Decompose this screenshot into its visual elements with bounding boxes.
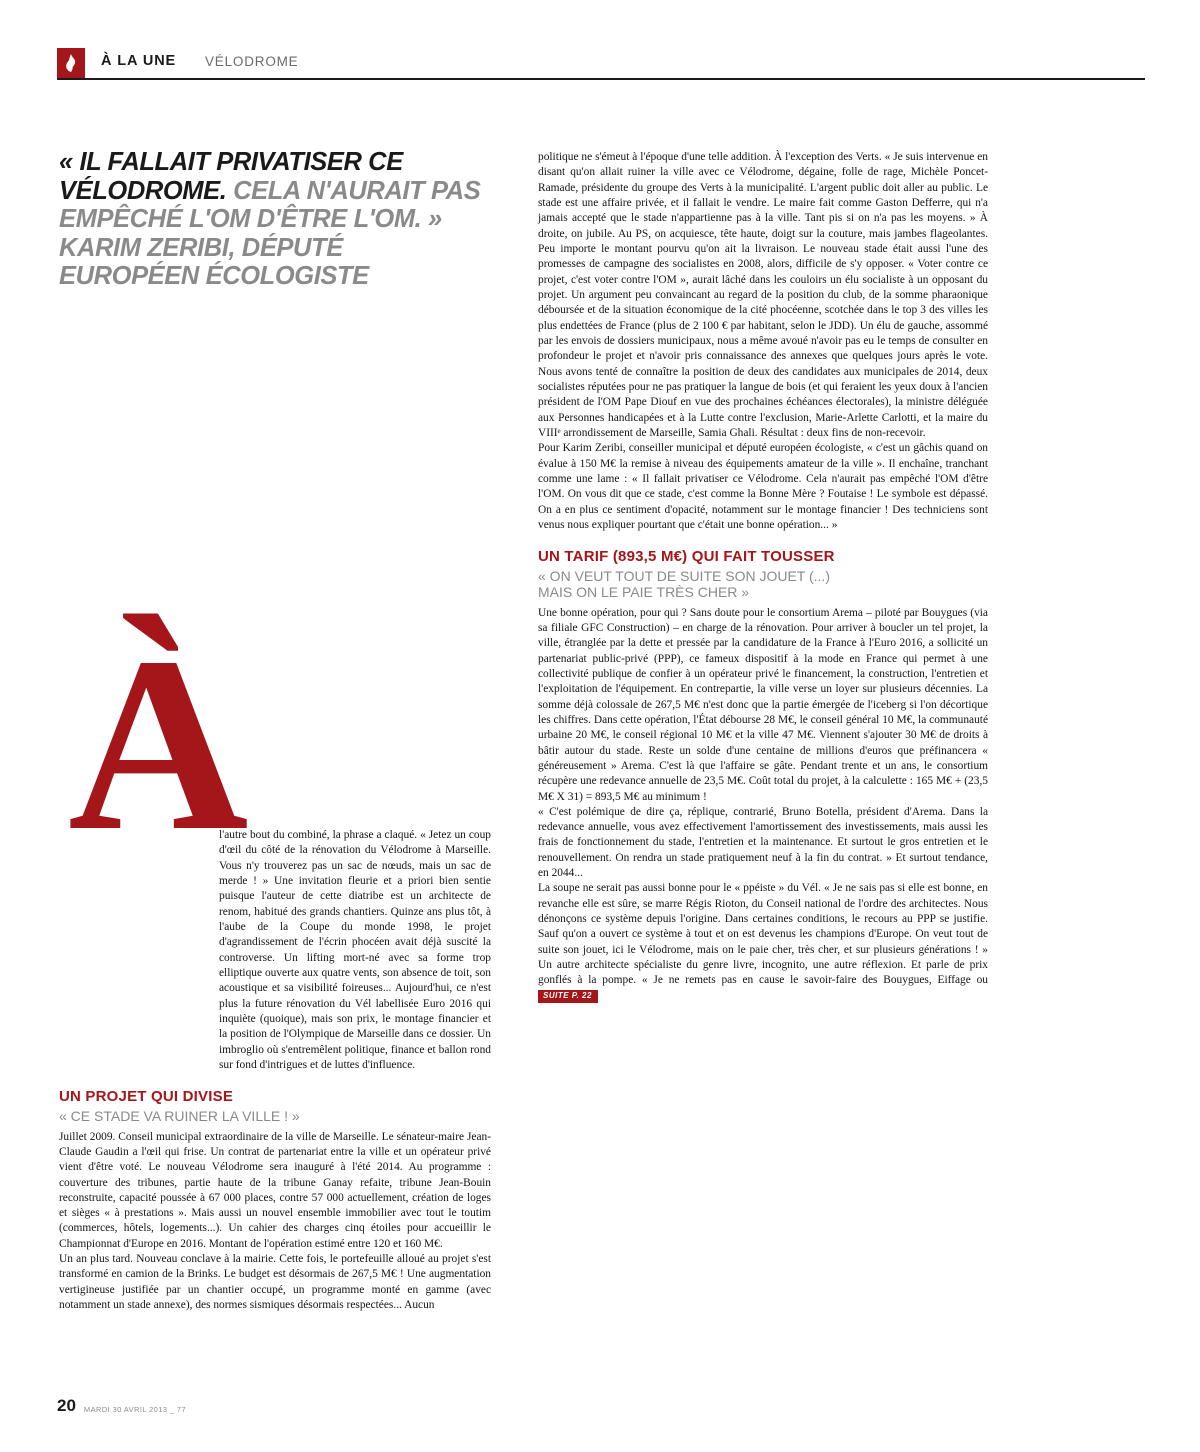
header-kicker: À LA UNE (101, 53, 177, 69)
paragraph-left-1: Juillet 2009. Conseil municipal extraordinaire de la ville de Marseille. Le sénateur-maire Jean-Claude Gaudin a l'œil qui frise. Un contrat de partenariat entre la ville et un opérateur privé vient d'être voté. Le nouveau Vélodrome sera inauguré à l'été 2014. Au programme : couverture des tribunes, partie haute de la tribune Ganay refaite, tribune Jean-Bouin reconstruite, capacité poussée à 67 000 places, contre 57 000 actuellement, création de loges et sièges « à prestations ». Mais aussi un nouvel ensemble immobilier avec tout le toutim (commerces, hôtels, logements...). Un cahier des charges cinq étoiles pour accueillir le Championnat d'Europe en 2016. Montant de l'opération estimé entre 120 et 160 M€. (59, 1130, 491, 1250)
page-header (57, 48, 1145, 80)
headline-line-2-dark: VÉLODROME. (59, 176, 227, 205)
subheading-quote-jouet-line2: MAIS ON LE PAIE TRÈS CHER » (538, 584, 750, 601)
subheading-quote-ce-stade: « CE STADE VA RUINER LA VILLE ! » (59, 1108, 300, 1125)
paragraph-left-2: Un an plus tard. Nouveau conclave à la mairie. Cette fois, le portefeuille alloué au projet s'est transformé en camion de la Brinks. Le budget est désormais de 267,5 M€ ! Une augmentation vertigineuse justifiée par un chantier occupé, un programme monté en gamme (avec notamment un stade annexe), des normes sismiques désormais respectées... Aucun (59, 1253, 491, 1312)
continuation-marker: SUITE P. 22 (538, 990, 598, 1003)
paragraph-mid-1: politique ne s'émeut à l'époque d'une telle addition. À l'exception des Verts. « Je suis intervenue en disant qu'on allait ruiner la ville avec ce Vélodrome, dégaine, folle de rage, Michèle Poncet-Ramade, présidente du groupe des Verts à la municipalité. L'argent public doit aller au public. Le stade est une affaire privée, et il fallait le vendre. Le maire fait comme Gaston Defferre, qui n'a jamais accepté que le stade n'appartienne pas à la ville. Tant pis si on n'a pas les moyens. » À droite, on jubile. Au PS, on acquiesce, tête haute, doigt sur la couture, mais jambes flageolantes. Peu importe le montant pourvu qu'on ait la livraison. Le nouveau stade était aussi l'une des promesses de campagne des socialistes en 2008, alors, difficile de s'y opposer. « Voter contre ce projet, c'est voter contre l'OM », aurait lâché dans les couloirs un élu socialiste à un opposant du projet. Un argument peu convaincant au regard de la position du club, de la somme pharaonique déboursée et de la situation économique de la cité phocéenne, scotchée dans le top 3 des villes les plus endettées de France (plus de 2 100 € par habitant, selon le JDD). Un élu de gauche, assommé par les envois de dossiers municipaux, nous a même avoué n'avoir pas eu le temps de consulter en profondeur le projet et n'avoir pris connaissance des annexes que quelques jours après le vote. Nous avons tenté de connaître la position de deux des candidates aux municipales de 2014, deux socialistes réputées pour ne pas pratiquer la langue de bois (et qui feraient les yeux doux à l'ancien président de l'OM Pape Diouf en vue des prochaines échéances électorales), la ministre déléguée aux Personnes handicapées et à la Lutte contre l'exclusion, Marie-Arlette Carlotti, et la maire du VIIIᵉ arrondissement de Marseille, Samia Ghali. Résultat : deux fins de non-recevoir. (538, 151, 988, 439)
page-title (59, 148, 489, 291)
paragraph-mid-3: Une bonne opération, pour qui ? Sans doute pour le consortium Arema – piloté par Bouygues (via sa filiale GFC Construction) – en charge de la rénovation. Pour arriver à boucler un tel projet, la ville, étranglée par la dette et pressée par la candidature de la France à l'Euro 2016, a sollicité un partenariat public-privé (PPP), ce fameux dispositif à la mode en France qui permet à une collectivité publique de confier à un opérateur privé le financement, la construction, l'entretien et l'exploitation de l'équipement. En contrepartie, la ville verse un loyer sur plusieurs décennies. La somme déjà colossale de 267,5 M€ n'est donc que la partie émergée de l'iceberg si l'on décortique les chiffres. Dans cette opération, l'État débourse 28 M€, le conseil général 10 M€, la communauté urbaine 20 M€, le conseil régional 10 M€ et la ville 47 M€. Viennent s'ajouter 30 M€ de droits à bâtir autour du stade. Reste un solde d'une centaine de millions d'euros que préfinancera « généreusement » Arema. C'est là que l'affaire se gâte. Pendant trente et un ans, le consortium récupère une redevance annuelle de 23,5 M€. Coût total du projet, à la calculette : 165 M€ + (23,5 M€ X 31) = 893,5 M€ au minimum ! (538, 606, 988, 803)
headline-line-2-grey: CELA N'AURAIT (226, 176, 425, 205)
headline-line-4: KARIM ZERIBI, DÉPUTÉ (59, 233, 343, 262)
footer-issue-meta: MARDI 30 AVRIL 2013 _ 77 (83, 1405, 187, 1414)
article-column-middle (538, 150, 988, 1004)
paragraph-mid-5 (538, 881, 988, 1004)
subheading-quote-jouet-line1: « ON VEUT TOUT DE SUITE SON JOUET (...) (538, 568, 830, 585)
headline-line-3: PAS EMPÊCHÉ L'OM D'ÊTRE L'OM. » (59, 176, 481, 234)
flame-icon (57, 48, 85, 78)
header-divider (57, 78, 1145, 80)
drop-cap: À (68, 606, 249, 883)
headline-line-1: « IL FALLAIT PRIVATISER CE (59, 148, 403, 176)
subheading-un-projet-qui-divise: UN PROJET QUI DIVISE (59, 1088, 234, 1106)
headline-line-5: EUROPÉEN ÉCOLOGISTE (59, 262, 369, 291)
subheading-un-tarif: UN TARIF (893,5 M€) QUI FAIT TOUSSER (538, 548, 835, 566)
page-footer (57, 1396, 657, 1416)
lead-paragraph: l'autre bout du combiné, la phrase a claqué. « Jetez un coup d'œil du côté de la rénovation du Vélodrome à Marseille. Vous n'y trouverez pas un sac de nœuds, mais un sac de merde ! » Une invitation fleurie et a priori bien sentie puisque l'auteur de cette diatribe est un architecte de renom, habitué des grands chantiers. Quinze ans plus tôt, à l'aube de la Coupe du monde 1998, le projet d'agrandissement de l'écrin phocéen avait déjà suscité la controverse. Un lifting mort-né avec sa forme trop elliptique ouverte aux quatre vents, son absence de toit, son acoustique et sa visibilité foireuses... Aujourd'hui, ce n'est plus la future rénovation du Vél labellisée Euro 2016 qui inquiète (quoique), mais son prix, le montage financier et la position de l'Olympique de Marseille dans ce dossier. Un imbroglio où s'entremêlent politique, finance et ballon rond sur fond d'intrigues et de luttes d'influence. (219, 829, 491, 1071)
article-column-left (59, 828, 491, 1313)
paragraph-mid-4: « C'est polémique de dire ça, réplique, contrarié, Bruno Botella, président d'Arema. Dans la redevance annuelle, vous avez effectivement l'amortissement des investissements, mais aussi les frais de fonctionnement du stade, l'entretien et la maintenance. Et surtout le gros entretien et le renouvellement. On rendra un stade pratiquement neuf à la fin du contrat. » Et surtout tendance, en 2044... (538, 805, 988, 880)
header-section-label: VÉLODROME (205, 54, 299, 69)
page-number: 20 (57, 1396, 76, 1415)
paragraph-mid-2: Pour Karim Zeribi, conseiller municipal et député européen écologiste, « c'est un gâchis quand on évalue à 150 M€ la remise à niveau des équipements amateur de la ville ». Il enchaîne, tranchant comme une lame : « Il fallait privatiser ce Vélodrome. Cela n'aurait pas empêché l'OM d'être l'OM. On vous dit que ce stade, c'est comme la Bonne Mère ? Foutaise ! Le symbole est dépassé. On a en plus ce sentiment d'opacité, notamment sur le montage financier ! Des techniciens sont venus nous expliquer pourtant que c'était une bonne opération... » (538, 442, 988, 531)
paragraph-mid-5-text: La soupe ne serait pas aussi bonne pour le « ppéiste » du Vél. « Je ne sais pas si elle est bonne, en revanche elle est sûre, se marre Régis Rioton, du Conseil national de l'ordre des architectes. Nous dénonçons ce système depuis l'origine. Dans certaines conditions, le recours au PPP se justifie. Sauf qu'on a ouvert ce système à tout et on est devenus les champions d'Europe. On veut tout de suite son jouet, ici le Vélodrome, mais on le paie cher, très cher, et sur plusieurs générations ! » Un autre architecte spécialiste du genre livre, incognito, une autre réflexion. Et parle de prix gonflés à la pompe. « Je ne remets pas en cause le savoir-faire des Bouygues, Eiffage ou (538, 882, 988, 987)
